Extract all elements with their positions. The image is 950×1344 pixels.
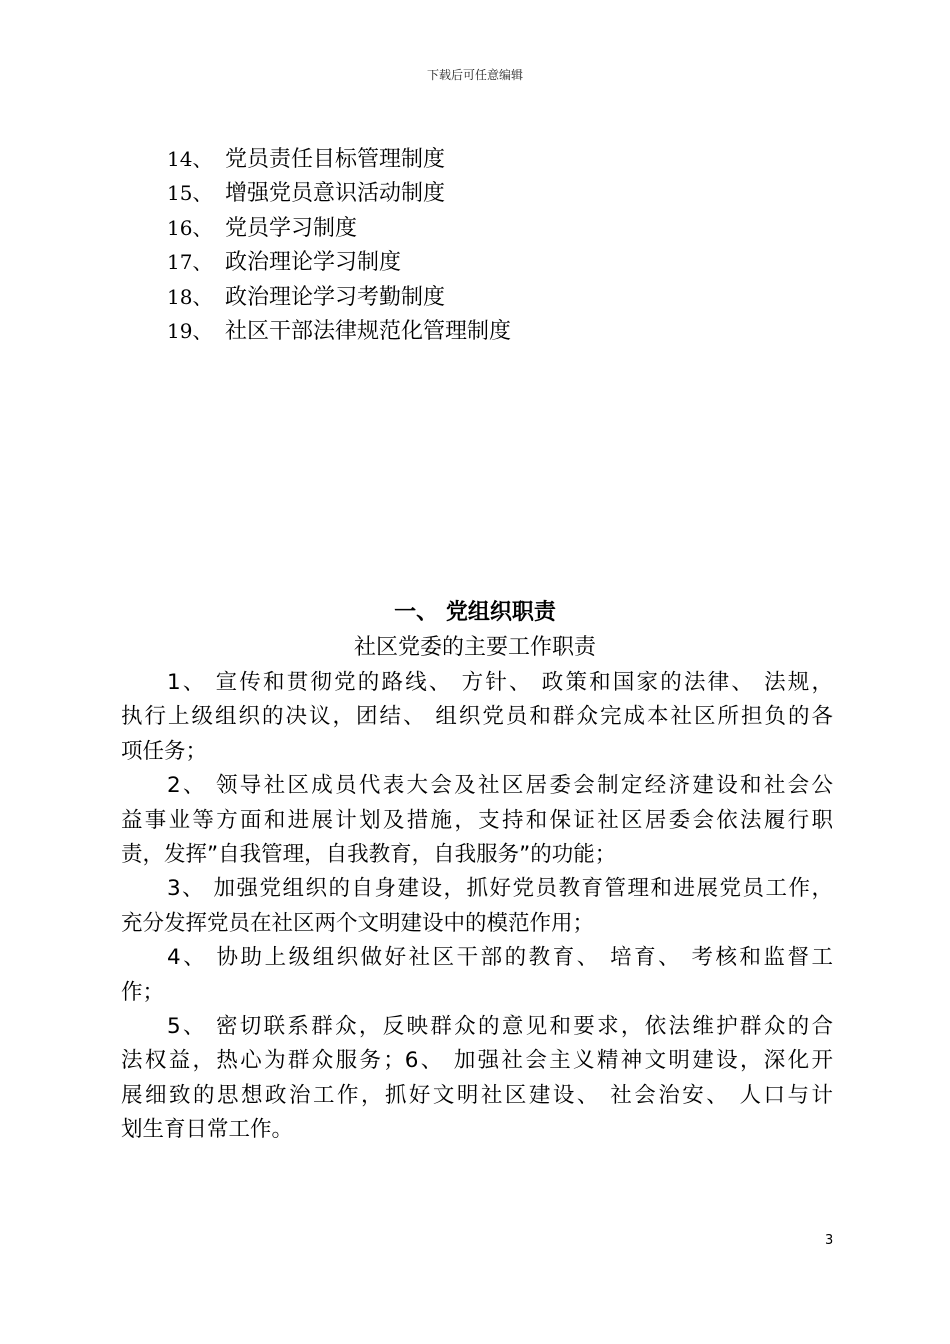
- regulation-list: [167, 142, 807, 348]
- paragraph-line: 充分发挥党员在社区两个文明建设中的模范作用；: [121, 910, 595, 936]
- list-item-text: 政治理论学习考勤制度: [225, 284, 446, 310]
- list-item-number: 16、: [167, 215, 213, 240]
- list-item: [167, 176, 807, 210]
- list-item: [167, 314, 807, 348]
- paragraph-line: 作；: [121, 979, 165, 1005]
- list-item: [167, 142, 807, 176]
- list-item-text: 增强党员意识活动制度: [225, 181, 446, 207]
- paragraph-line: 5、 密切联系群众，反映群众的意见和要求，依法维护群众的合: [167, 1013, 833, 1039]
- list-item-text: 党员学习制度: [225, 215, 358, 241]
- paragraph-line: 2、 领导社区成员代表大会及社区居委会制定经济建设和社会公: [167, 773, 833, 799]
- paragraph-line: 4、 协助上级组织做好社区干部的教育、 培育、 考核和监督工: [167, 945, 833, 971]
- section-title: 一、 党组织职责: [394, 600, 556, 625]
- paragraph-line: 项任务；: [121, 738, 208, 764]
- section-subtitle: 社区党委的主要工作职责: [353, 635, 596, 660]
- list-item-number: 17、: [167, 250, 213, 275]
- list-item-number: 15、: [167, 181, 213, 206]
- list-item-number: 19、: [167, 318, 213, 343]
- paragraph-line: 3、 加强党组织的自身建设，抓好党员教育管理和进展党员工作，: [167, 876, 833, 902]
- paragraph-line: 责，发挥”自我管理，自我教育，自我服务”的功能；: [121, 841, 617, 867]
- paragraph-line: 法权益，热心为群众服务；6、 加强社会主义精神文明建设，深化开: [121, 1048, 833, 1074]
- list-item: [167, 280, 807, 314]
- duties-body: [121, 666, 833, 1147]
- list-item-number: 14、: [167, 147, 213, 171]
- paragraph-line: 执行上级组织的决议，团结、 组织党员和群众完成本社区所担负的各: [121, 704, 833, 730]
- list-item: [167, 211, 807, 245]
- paragraph-line: 益事业等方面和进展计划及措施，支持和保证社区居委会依法履行职: [121, 807, 833, 833]
- list-item-text: 政治理论学习制度: [225, 250, 402, 276]
- page-number: 3: [825, 1233, 834, 1248]
- list-item-text: 社区干部法律规范化管理制度: [225, 318, 512, 344]
- list-item: [167, 245, 807, 279]
- paragraph-line: 1、 宣传和贯彻党的路线、 方针、 政策和国家的法律、 法规，: [167, 670, 833, 695]
- page-header: 下载后可任意编辑: [426, 68, 523, 82]
- paragraph-line: 展细致的思想政治工作，抓好文明社区建设、 社会治安、 人口与计: [121, 1082, 833, 1108]
- list-item-number: 18、: [167, 284, 213, 309]
- list-item-text: 党员责任目标管理制度: [225, 147, 446, 172]
- paragraph-line: 划生育日常工作。: [121, 1117, 294, 1143]
